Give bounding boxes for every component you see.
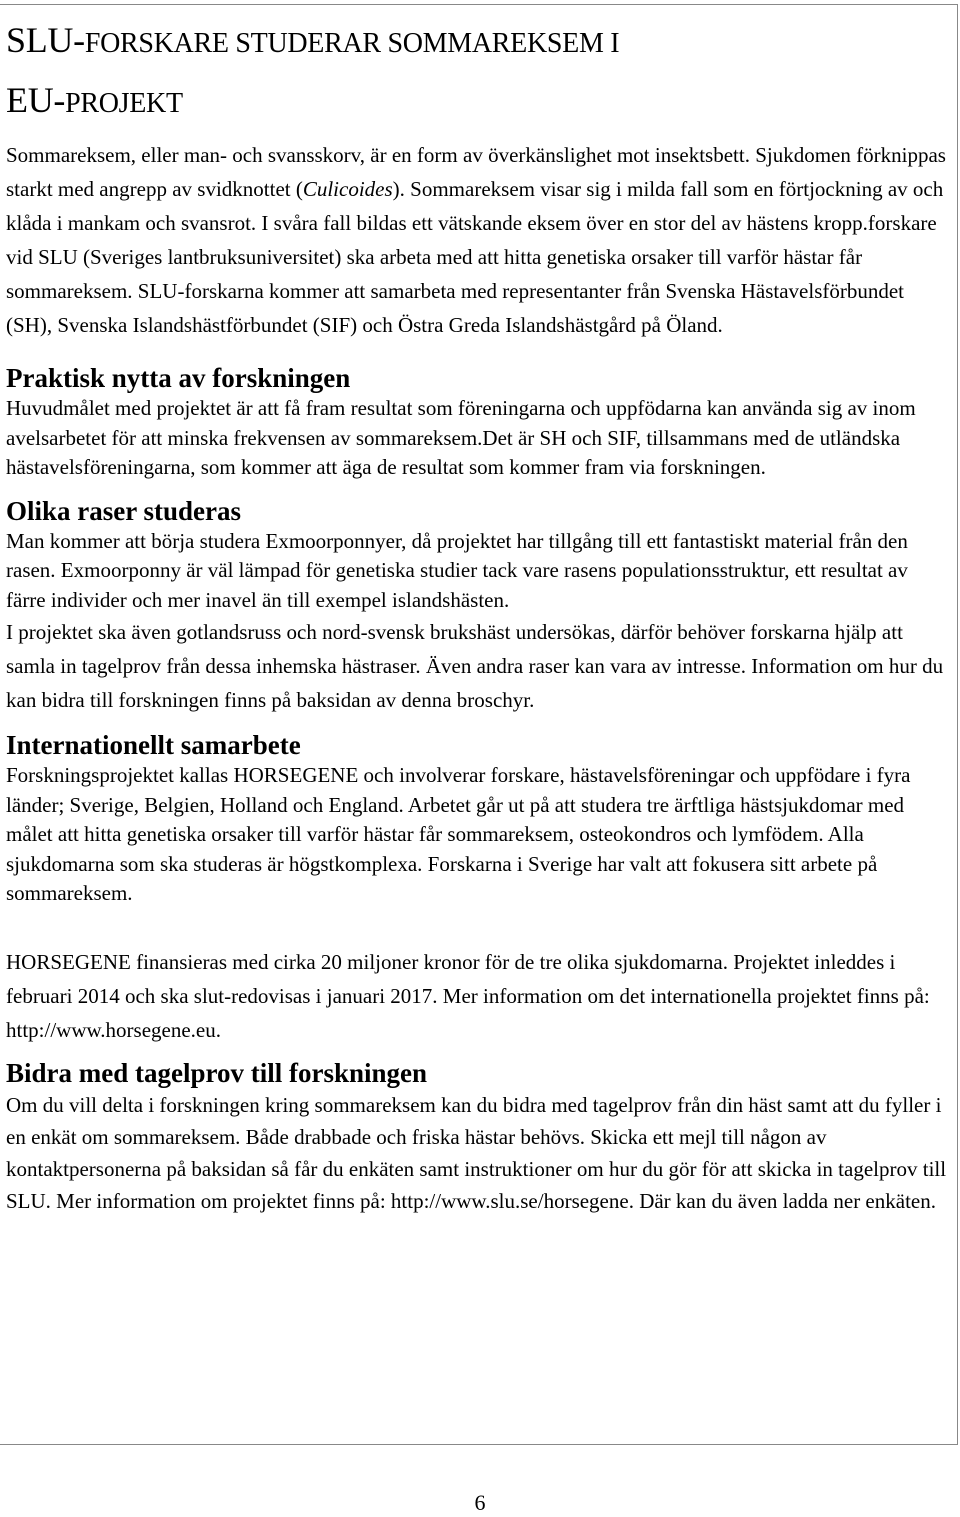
funding-paragraph: HORSEGENE finansieras med cirka 20 miljoner kronor för de tre olika sjukdomarna. Projektet inleddes i februari 2014 och ska slut-redovisas i januari 2017. Mer information om det internationella projektet finns på: http://www.horsegene.eu.	[6, 949, 930, 1042]
species-name: Culicoides	[302, 177, 393, 201]
page-number: 6	[474, 1490, 486, 1515]
practical-paragraph: Huvudmålet med projektet är att få fram resultat som föreningarna och uppfödarna kan använda sig av inom avelsarbetet för att minska frekvensen av sommareksem.Det är SH och SIF, tillsammans med de utländska hästavelsföreningarna, som kommer att äga de resultat som kommer fram via forskningen.	[6, 396, 916, 479]
document-body	[6, 0, 951, 1217]
breeds-paragraph: Man kommer att börja studera Exmoorponnyer, då projektet har tillgång till ett fantastiskt material från den rasen. Exmoorponny är väl lämpad för genetiska studier tack vare rasens populationsstruktur, ett resultat av färre individer och mer inavel än till exempel islandshästen.	[6, 528, 908, 612]
intro-paragraph: Sommareksem, eller man- och svansskorv, är en form av överkänslighet mot insektsbett. Sjukdomen förknippas starkt med angrepp av svidknottet (Culicoides). Sommareksem visar sig i milda fall som en förtjockning av och klåda i mankam och svansrot. I svåra fall bildas ett vätskande eksem över en stor del av hästens kropp.forskare vid SLU (Sveriges lantbruksuniversitet) ska arbeta med att hitta genetiska orsaker till varför hästar får sommareksem. SLU-forskarna kommer att samarbeta med representanter från Svenska Hästavelsförbundet (SH), Svenska Islandshästförbundet (SIF) och Östra Greda Islandshästgård på Öland.	[6, 143, 946, 337]
title-line-1: SLU-FORSKARE STUDERAR SOMMAREKSEM I	[6, 20, 620, 60]
international-paragraph: Forskningsprojektet kallas HORSEGENE och involverar forskare, hästavelsföreningar och uppfödare i fyra länder; Sverige, Belgien, Holland och England. Arbetet går ut på att studera tre ärftliga hästsjukdomar med målet att hitta genetiska orsaker till varför hästar får sommareksem, osteokondros och lymfödem. Alla sjukdomarna som ska studeras är högstkomplexa. Forskarna i Sverige har valt att fokusera sitt arbete på sommareksem.	[6, 763, 911, 905]
heading-international: Internationellt samarbete	[6, 730, 301, 760]
heading-contribute: Bidra med tagelprov till forskningen	[6, 1057, 428, 1088]
heading-breeds: Olika raser studeras	[6, 495, 241, 526]
contribute-paragraph: Om du vill delta i forskningen kring sommareksem kan du bidra med tagelprov från din häst samt att du fyller i en enkät om sommareksem. Både drabbade och friska hästar behövs. Skicka ett mejl till någon av kontaktpersonerna på baksidan så får du enkäten samt instruktioner om hur du gör för att skicka in tagelprov till SLU. Mer information om projektet finns på: http://www.slu.se/horsegene. Där kan du även ladda ner enkäten.	[6, 1092, 947, 1213]
title-line-2: EU-PROJEKT	[6, 80, 183, 120]
heading-practical: Praktisk nytta av forskningen	[6, 363, 351, 393]
page-title	[6, 12, 951, 132]
breeds-paragraph-2: I projektet ska även gotlandsruss och nord-svensk brukshäst undersökas, därför behöver forskarna hjälp att samla in tagelprov från dessa inhemska hästraser. Även andra raser kan vara av intresse. Information om hur du kan bidra till forskningen finns på baksidan av denna broschyr.	[6, 620, 944, 712]
